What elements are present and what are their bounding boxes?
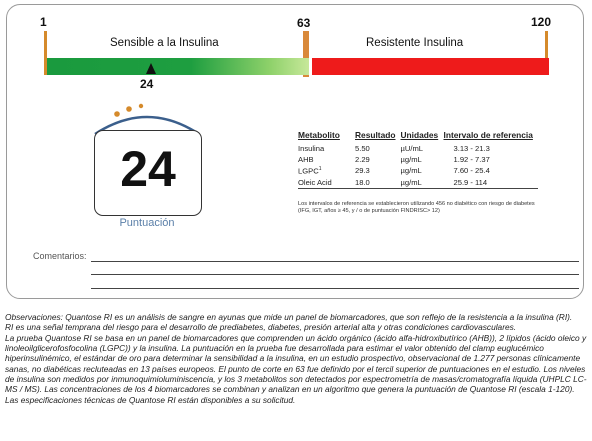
resistant-bar [312, 58, 549, 75]
observations-paragraph: La prueba Quantose RI se basa en un panel de biomarcadores que comprenden un ácido orgánico (ácido alfa-hidroxibutírico (AHB)), 2 lípidos (ácido oleico y linoleoilglicerofosfocolina (LGPC)) y la insulina. La puntuación en la prueba fue desarrollada para estimar el valor obtenido del clamp euglucémico hiperinsulinémico, el estándar de oro para determinar la sensibilidad a la insulina, en un estudio prospectivo, observacional de 1.277 personas clínicamente sanas, no diabéticas recluteadas en 13 países europeos. El punto de corte en 63 fue definido por el tercil superior de puntuaciones en el estudio. Los niveles de insulina son medidos por inmunoquimioluminiscencia, y los 3 metabolitos son detectados por espectrometría de masas/cromatografía líquida (UHPLC LC-MS / MS). Las concentraciones de los 4 biomarcadores se combinan y analizan en un algoritmo que genera la puntuación de Quantose RI (escala 1-120). Las especificaciones técnicas de Quantose RI están disponibles a su solicitud. [5, 332, 587, 405]
metabolite-range: 7.60 - 25.4 [453, 166, 490, 176]
scale-max-label: 120 [531, 15, 552, 29]
table-row [298, 177, 538, 189]
results-header-row [298, 130, 538, 143]
metabolite-range: 3.13 - 21.3 [453, 144, 490, 153]
metabolite-name: LGPC [298, 166, 319, 176]
resistant-zone-label: Resistente Insulina [366, 37, 464, 49]
comments-line[interactable] [91, 274, 579, 275]
metabolite-unit: µg/mL [400, 155, 422, 164]
metabolite-unit: µU/mL [400, 144, 424, 153]
observations-paragraph: Observaciones: Quantose RI es un análisis de sangre en ayunas que mide un panel de biomarcadores, que son reflejo de la resistencia a la insulina (RI). [5, 312, 573, 322]
comments-line[interactable] [91, 288, 579, 289]
comments-label: Comentarios: [33, 251, 87, 261]
metabolite-range: 1.92 - 7.37 [453, 155, 490, 164]
metabolite-name: Insulina [298, 144, 325, 153]
metabolite-name: AHB [298, 155, 314, 164]
table-row [298, 154, 538, 165]
report-card [6, 4, 584, 299]
col-header-range: Intervalo de referencia [443, 130, 533, 140]
comments-line[interactable] [91, 261, 579, 262]
scale-min-label: 1 [40, 15, 47, 29]
metabolite-unit: µg/mL [400, 166, 422, 176]
score-marker-label: 24 [140, 77, 154, 91]
metabolite-name: Oleic Acid [298, 177, 355, 189]
metabolite-unit: µg/mL [401, 177, 444, 189]
sensitive-zone-label: Sensible a la Insulina [110, 37, 219, 49]
metabolite-name-cell [298, 165, 355, 177]
metabolite-result: 18.0 [355, 177, 401, 189]
col-header-metabolite: Metabolito [298, 130, 340, 140]
metabolite-footnote: 1 [318, 166, 322, 172]
score-caption: Puntuación [119, 217, 175, 229]
col-header-result: Resultado [355, 130, 396, 140]
sensitive-bar [47, 58, 309, 75]
metabolite-result: 29.3 [355, 166, 370, 176]
score-badge [94, 130, 202, 216]
reference-note: Los intervalos de referencia se establecieron utilizando 456 no diabético con riesgo de diabetes (IFG, IGT, años ≥ 45, y / o de puntuación FINDRISC> 12) [298, 201, 535, 214]
results-table [298, 130, 538, 189]
score-value: 24 [120, 141, 176, 197]
observations-paragraph: RI es una señal temprana del riesgo para el desarrollo de prediabetes, diabetes, presión arterial alta y otras condiciones cardiovasculares. [5, 322, 517, 333]
scale-cutoff-label: 63 [297, 16, 311, 30]
table-row [298, 143, 538, 154]
metabolite-result: 5.50 [355, 144, 370, 153]
score-marker-icon [146, 63, 156, 74]
table-row [298, 165, 538, 177]
observations-text [5, 312, 587, 405]
metabolite-range: 25.9 - 114 [444, 177, 538, 189]
metabolite-result: 2.29 [355, 155, 370, 164]
col-header-units: Unidades [400, 130, 439, 140]
